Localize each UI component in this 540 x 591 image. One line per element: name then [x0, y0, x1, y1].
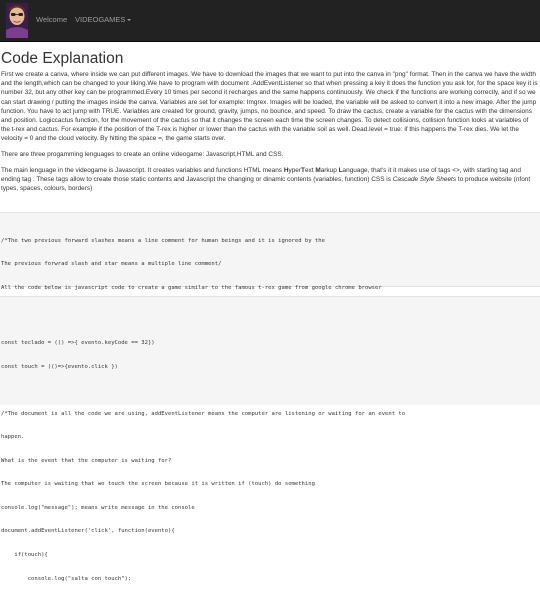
avatar-image-icon	[6, 3, 28, 38]
nav-videogames-label: VIDEOGAMES	[75, 15, 126, 24]
code-line: console.log("salta con touch");	[1, 575, 132, 582]
html-l-letter: L	[338, 166, 343, 174]
nav-videogames-dropdown[interactable]	[75, 15, 131, 24]
paragraph-html-text-3: to produce website (nfont types, spaces, colours, borders)	[1, 175, 531, 193]
code-line: happen.	[1, 434, 25, 441]
html-ext: ext	[304, 166, 316, 174]
code-line: const touch = (()=>{evento.click })	[1, 363, 118, 370]
html-yper: yper	[288, 166, 301, 174]
code-block-comment	[0, 212, 540, 291]
code-line: All the code below is javascript code to create a game similar to the famous t-rex game from google chrome browser	[1, 284, 382, 291]
avatar[interactable]	[6, 3, 28, 38]
page-title: Code Explanation	[1, 50, 124, 67]
code-line: if(touch){	[1, 552, 48, 558]
code-line: console.log("message"); means write message in the console	[1, 504, 195, 511]
html-m-letter: M	[315, 166, 321, 174]
code-line: /*The two previous forward slashes means a line comment for human beings and it is ignored by the	[1, 237, 325, 244]
code-line: document.addEventListener('click', function(evento){	[1, 528, 175, 535]
code-line: What is the event that the computer is waiting for?	[1, 457, 172, 464]
main-content	[0, 50, 540, 200]
css-expansion: Cascade Style Sheets	[392, 175, 457, 183]
top-navbar	[0, 0, 540, 42]
code-line	[1, 317, 540, 325]
code-line	[1, 387, 540, 395]
caret-down-icon	[127, 19, 131, 21]
paragraph-languages: There are three progamming lenguages to create an online videogame: Javascript,HTML and CSS.	[1, 151, 284, 159]
html-anguage: anguage	[342, 166, 368, 174]
paragraph-html-text-1: The main lenguage in the videogame is Javascript. It creates variables and functions HTML means	[1, 166, 284, 174]
code-block-javascript	[0, 296, 540, 582]
code-line: The computer is waiting that we touch the screen because it is written if (touch) do something	[1, 481, 315, 488]
paragraph-explanation: First we create a canva, where inside we can put different images. We have to download the images that we want to put into the canva in "png" format. Then in the canva we have the width and the length,which can be changed to your liking.We have to program with document .AddEventListener so that when pressing a key it does the function you ask for, for the space key it is number 32, but any other key can be programmed.Every 10 times per second it recharges and the same happens continuously. We check if the functions are working correctly, and if so we can start drawing / putting the images inside the canva. Variables are set for example: Imgrex. Images will be loaded, the variable will be asked to convert it into a new image. After the jump function. You have to act jump with TRUE. Variables are created for ground, gravity, jumps, no bounce, and speed. To draw the cactus, create a variable for the cactus with the dimensions and position. Logiccactus function, for the movement of the cactus so that it changes the screen each time the screen changes. To detect collisions, collision function looks at variables of the t-rex and cactus. For example if the position of the T-rex is higher or lower than the cactus with the variable soil as well. Dead.level = true: if this happens the T-rex dies. We let the velocity = 0 and the cloud velocity. By hitting the space =, the game starts over.	[1, 71, 538, 143]
code-line: const teclado = (() =>{ evento.keyCode == 32})	[1, 340, 155, 347]
code-line: /*The document is all the code we are using, addEventListener means the computer are listening or waiting for an event to	[1, 410, 406, 417]
nav-welcome-link[interactable]: Welcome	[36, 15, 68, 24]
html-t-letter: T	[301, 166, 305, 174]
paragraph-html-text-2: , that's it it makes use of tags <>, with starting tag and ending tag . These tags allow to create those static contents and Javascript the changing or dinamic contents (variables, function) CSS is	[1, 166, 521, 183]
html-arkup: arkup	[320, 166, 339, 174]
code-line: The previous forwrad slash and star means a multiple line comment/	[1, 261, 222, 268]
paragraph-html-css	[1, 166, 540, 194]
html-h-letter: H	[283, 166, 289, 174]
